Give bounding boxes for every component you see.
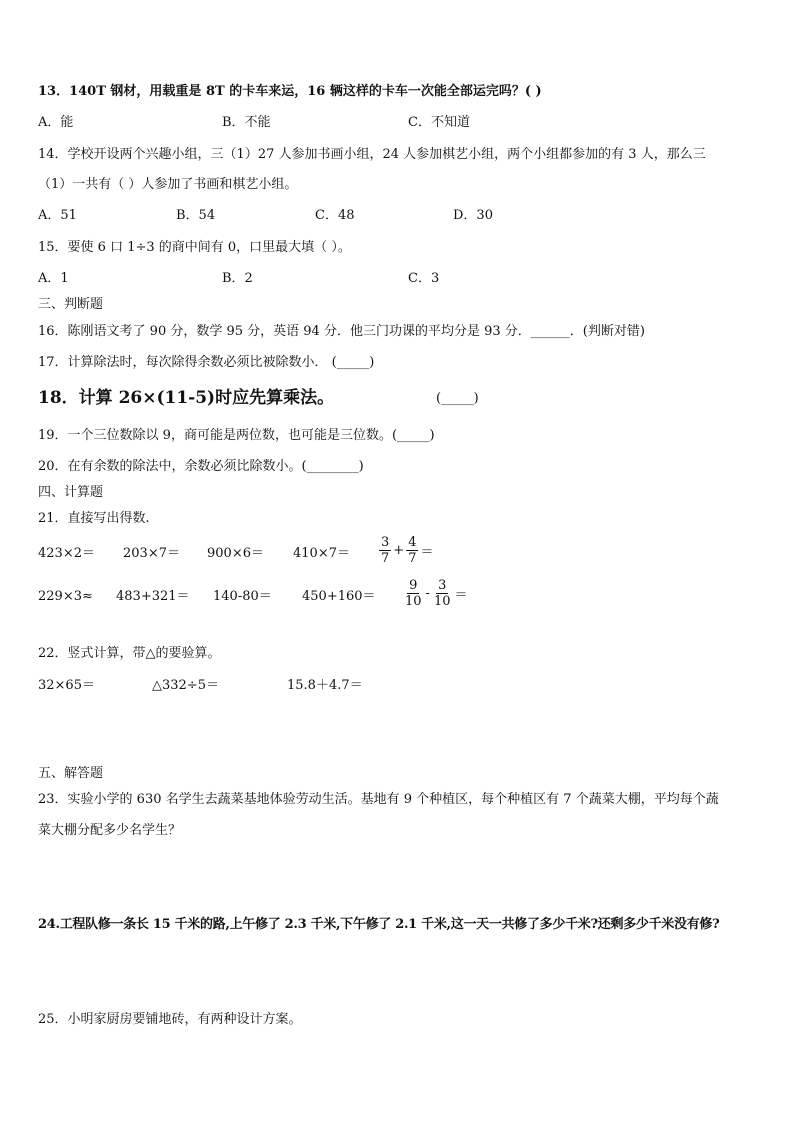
denominator: 7: [381, 551, 390, 566]
numerator: 3: [438, 578, 447, 593]
calc-item: 483+321＝: [116, 589, 190, 604]
operator: +: [393, 543, 405, 558]
q15-text: 15．要使 6 口 1÷3 的商中间有 0，口里最大填（ ）。: [38, 240, 351, 255]
q13-option-c: C．不知道: [408, 115, 470, 130]
calc-item: 423×2＝: [38, 546, 95, 561]
fraction-expression-1: [378, 535, 434, 566]
numerator: 4: [408, 535, 417, 550]
q24-text: 24.工程队修一条长 15 千米的路,上午修了 2.3 千米,下午修了 2.1 千米,这一天一共修了多少千米?还剩多少千米没有修?: [38, 917, 720, 932]
calc-item: 450+160＝: [302, 589, 376, 604]
q25-text: 25．小明家厨房要铺地砖，有两种设计方案。: [38, 1012, 302, 1027]
q14-option-b: B．54: [176, 208, 216, 223]
denominator: 10: [405, 594, 422, 609]
operator: -: [425, 586, 430, 601]
q14-line1: 14．学校开设两个兴趣小组，三（1）27 人参加书画小组，24 人参加棋艺小组，两个小组都参加的有 3 人，那么三: [38, 147, 706, 162]
q23-line2: 菜大棚分配多少名学生？: [38, 823, 182, 838]
calc-item: 203×7＝: [123, 546, 180, 561]
vertical-calc-item: 15.8＋4.7＝: [287, 678, 363, 693]
q14-option-a: A．51: [38, 208, 77, 223]
calc-item: 140-80＝: [213, 589, 272, 604]
section-title-word-problems: 五、解答题: [38, 766, 104, 781]
q15-option-a: A．1: [38, 271, 69, 286]
q14-option-c: C．48: [315, 208, 355, 223]
q19-text: 19．一个三位数除以 9，商可能是两位数，也可能是三位数。(_____): [38, 428, 435, 443]
q15-option-c: C．3: [408, 271, 440, 286]
denominator: 10: [433, 594, 451, 609]
q16-text: 16．陈刚语文考了 90 分，数学 95 分，英语 94 分．他三门功课的平均分是 93 分．______．(判断对错): [38, 324, 645, 339]
denominator: 7: [408, 551, 417, 566]
q14-option-d: D．30: [453, 208, 493, 223]
equals-sign: ＝: [454, 588, 468, 603]
q13-text: 13．140T 钢材，用载重是 8T 的卡车来运，16 辆这样的卡车一次能全部运完吗？( ): [38, 84, 542, 99]
q23-line1: 23．实验小学的 630 名学生去蔬菜基地体验劳动生活。基地有 9 个种植区，每个种植区有 7 个蔬菜大棚，平均每个蔬: [38, 792, 719, 807]
calc-item: 410×7＝: [293, 546, 350, 561]
vertical-calc-item: 32×65＝: [38, 678, 95, 693]
numerator: 3: [381, 535, 390, 550]
q15-option-b: B．2: [222, 271, 253, 286]
section-title-calculation: 四、计算题: [38, 485, 104, 500]
calc-item: 900×6＝: [207, 546, 264, 561]
fraction-expression-2: [402, 578, 469, 609]
q18-blank: (_____): [436, 391, 479, 406]
q14-line2: （1）一共有（ ）人参加了书画和棋艺小组。: [38, 177, 298, 192]
numerator: 9: [409, 578, 418, 593]
q20-text: 20．在有余数的除法中，余数必须比除数小。(________): [38, 459, 364, 474]
q18-text: 18．计算 26×(11-5)时应先算乘法。: [38, 388, 335, 408]
q13-option-b: B．不能: [222, 115, 271, 130]
q22-title: 22．竖式计算，带△的要验算。: [38, 646, 221, 661]
section-title-judgement: 三、判断题: [38, 297, 104, 312]
q21-title: 21．直接写出得数.: [38, 511, 150, 526]
vertical-calc-item: △332÷5＝: [152, 678, 219, 693]
q13-option-a: A．能: [38, 115, 74, 130]
calc-item: 229×3≈: [38, 589, 93, 604]
equals-sign: ＝: [420, 545, 434, 560]
q17-text: 17．计算除法时，每次除得余数必须比被除数小． (_____): [38, 355, 375, 370]
